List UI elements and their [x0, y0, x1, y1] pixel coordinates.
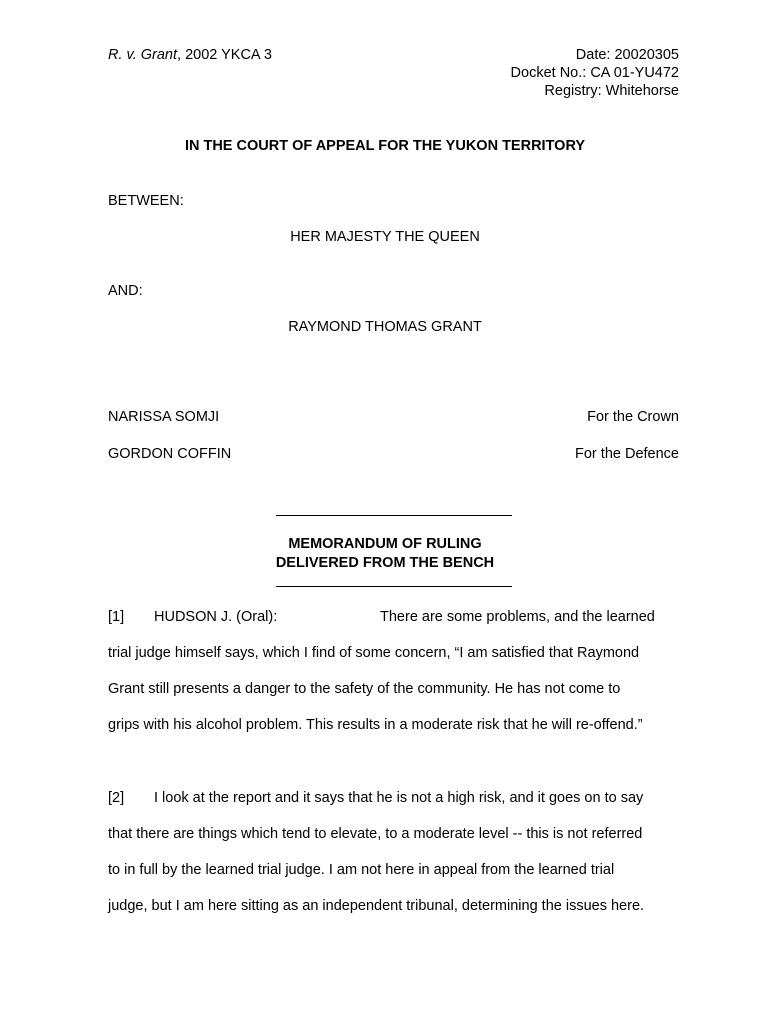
paragraph-line: grips with his alcohol problem. This results in a moderate risk that he will re-offend.” — [108, 717, 643, 733]
counsel-name: NARISSA SOMJI — [108, 409, 220, 425]
paragraph-line: judge, but I am here sitting as an independent tribunal, determining the issues here. — [108, 898, 645, 914]
registry-line: Registry: Whitehorse — [544, 83, 679, 99]
counsel-name: GORDON COFFIN — [108, 446, 232, 462]
and-label: AND: — [108, 283, 143, 299]
between-label: BETWEEN: — [108, 193, 184, 209]
memo-title-line1: MEMORANDUM OF RULING — [288, 536, 482, 552]
citation-year: , 2002 YKCA 3 — [177, 47, 272, 63]
paragraph-number: [1] — [108, 609, 125, 625]
paragraph-line: trial judge himself says, which I find of some concern, “I am satisfied that Raymond — [108, 645, 640, 661]
paragraph-number: [2] — [108, 790, 125, 806]
divider-rule — [276, 586, 512, 587]
court-heading: IN THE COURT OF APPEAL FOR THE YUKON TERRITORY — [184, 138, 586, 154]
counsel-role: For the Crown — [587, 409, 679, 425]
paragraph-line: that there are things which tend to elevate, to a moderate level -- this is not referred — [108, 826, 643, 842]
memo-title-line2: DELIVERED FROM THE BENCH — [275, 555, 495, 571]
docket-line: Docket No.: CA 01-YU472 — [510, 65, 679, 81]
divider-rule — [276, 515, 512, 516]
paragraph-line: Grant still presents a danger to the safety of the community. He has not come to — [108, 681, 621, 697]
party-respondent: RAYMOND THOMAS GRANT — [288, 319, 482, 335]
paragraph-line: to in full by the learned trial judge. I am not here in appeal from the learned trial — [108, 862, 615, 878]
date-line: Date: 20020305 — [575, 47, 679, 63]
paragraph-line: I look at the report and it says that he is not a high risk, and it goes on to say — [154, 790, 644, 806]
citation-case-name: R. v. Grant — [108, 47, 178, 63]
party-appellant: HER MAJESTY THE QUEEN — [290, 229, 480, 245]
counsel-role: For the Defence — [575, 446, 679, 462]
paragraph-line: There are some problems, and the learned — [380, 609, 655, 625]
speaker-label: HUDSON J. (Oral): — [154, 609, 278, 625]
citation — [108, 47, 272, 63]
